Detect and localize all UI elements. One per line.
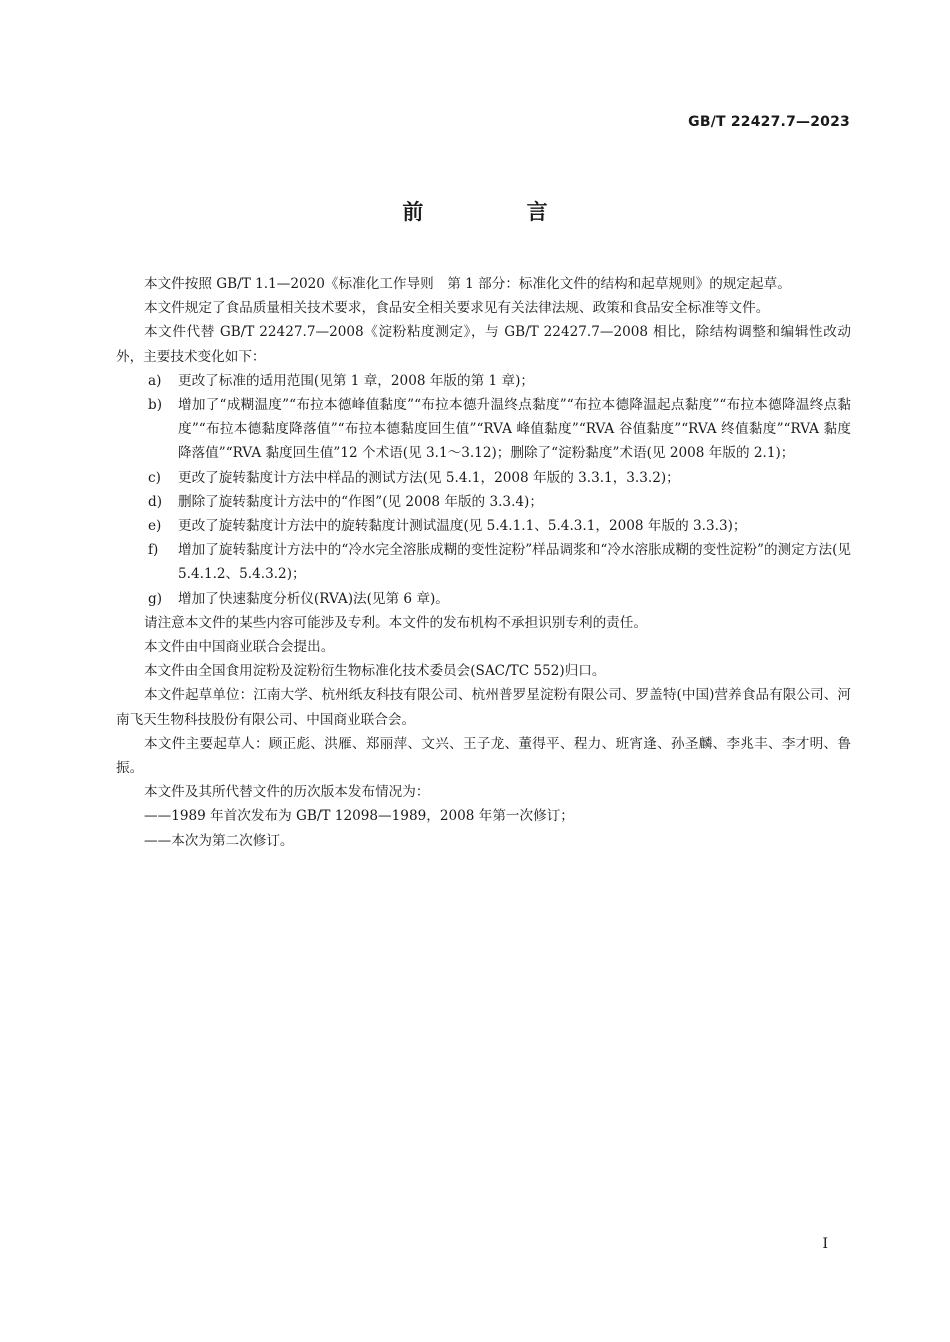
paragraph-drafting-units: 本文件起草单位：江南大学、杭州纸友科技有限公司、杭州普罗星淀粉有限公司、罗盖特(中国)营养食品有限公司、河南飞天生物科技股份有限公司、中国商业联合会。 xyxy=(116,687,851,728)
paragraph-replacement: 本文件代替 GB/T 22427.7—2008《淀粉粘度测定》，与 GB/T 22427.7—2008 相比，除结构调整和编辑性改动外，主要技术变化如下： xyxy=(116,324,851,365)
page-title: 前 言 xyxy=(402,200,596,224)
change-item-e xyxy=(116,514,851,538)
paragraph-patent-notice: 请注意本文件的某些内容可能涉及专利。本文件的发布机构不承担识别专利的责任。 xyxy=(144,614,647,631)
page-number: I xyxy=(822,1236,828,1252)
change-item-g xyxy=(116,587,851,611)
change-item-text: 更改了旋转黏度计方法中的旋转黏度计测试温度(见 5.4.1.1、5.4.3.1，2008 年版的 3.3.3)； xyxy=(178,518,747,535)
change-item-c xyxy=(116,466,851,490)
change-item-a xyxy=(116,369,851,393)
change-item-text: 增加了快速黏度分析仪(RVA)法(见第 6 章)。 xyxy=(178,590,449,607)
paragraph-drafters: 本文件主要起草人：顾正彪、洪雁、郑丽萍、文兴、王子龙、董得平、程力、班宵逢、孙圣麟、李兆丰、李才明、鲁振。 xyxy=(116,735,851,777)
change-item-b xyxy=(116,393,851,466)
change-item-text: 更改了标准的适用范围(见第 1 章，2008 年版的第 1 章)； xyxy=(178,372,534,389)
change-item-marker: b) xyxy=(148,397,163,414)
change-item-marker: g) xyxy=(148,590,163,607)
paragraph-history-intro: 本文件及其所代替文件的历次版本发布情况为： xyxy=(144,784,430,801)
history-item: ——本次为第二次修订。 xyxy=(144,832,294,849)
paragraph-scope-note: 本文件规定了食品质量相关技术要求，食品安全相关要求见有关法律法规、政策和食品安全标准等文件。 xyxy=(144,300,770,317)
change-item-text: 增加了旋转黏度计方法中的“冷水完全溶胀成糊的变性淀粉”样品调浆和“冷水溶胀成糊的变性淀粉”的测定方法(见 5.4.1.2、5.4.3.2)； xyxy=(178,542,851,583)
change-item-text: 更改了旋转黏度计方法中样品的测试方法(见 5.4.1，2008 年版的 3.3.1，3.3.2)； xyxy=(178,469,680,486)
history-item: ——1989 年首次发布为 GB/T 12098—1989，2008 年第一次修订； xyxy=(144,808,574,825)
change-item-marker: e) xyxy=(148,518,162,535)
change-item-marker: d) xyxy=(148,493,163,510)
change-item-text: 增加了“成糊温度”“布拉本德峰值黏度”“布拉本德升温终点黏度”“布拉本德降温起点黏度”“布拉本德降温终点黏度”“布拉本德黏度降落值”“布拉本德黏度回生值”“RVA 峰值黏度”“RVA 谷值黏度”“RVA 终值黏度”“RVA 黏度降落值”“RVA 黏度回生值”12 个术语(见 3.1～3.12)；删除了“淀粉黏度”术语(见 2008 年版的 2.1)； xyxy=(178,397,851,462)
paragraph-drafting-rules: 本文件按照 GB/T 1.1—2020《标准化工作导则 第 1 部分：标准化文件的结构和起草规则》的规定起草。 xyxy=(144,276,791,292)
change-item-d xyxy=(116,490,851,514)
change-item-text: 删除了旋转黏度计方法中的“作图”(见 2008 年版的 3.3.4)； xyxy=(178,493,543,510)
paragraph-committee: 本文件由全国食用淀粉及淀粉衍生物标准化技术委员会(SAC/TC 552)归口。 xyxy=(144,663,606,680)
standard-code: GB/T 22427.7—2023 xyxy=(688,114,850,130)
change-item-marker: f) xyxy=(148,542,159,559)
change-item-f xyxy=(116,538,851,586)
document-body xyxy=(116,272,851,853)
paragraph-proposer: 本文件由中国商业联合会提出。 xyxy=(144,639,335,656)
change-item-marker: a) xyxy=(148,372,162,389)
change-item-marker: c) xyxy=(148,469,161,486)
